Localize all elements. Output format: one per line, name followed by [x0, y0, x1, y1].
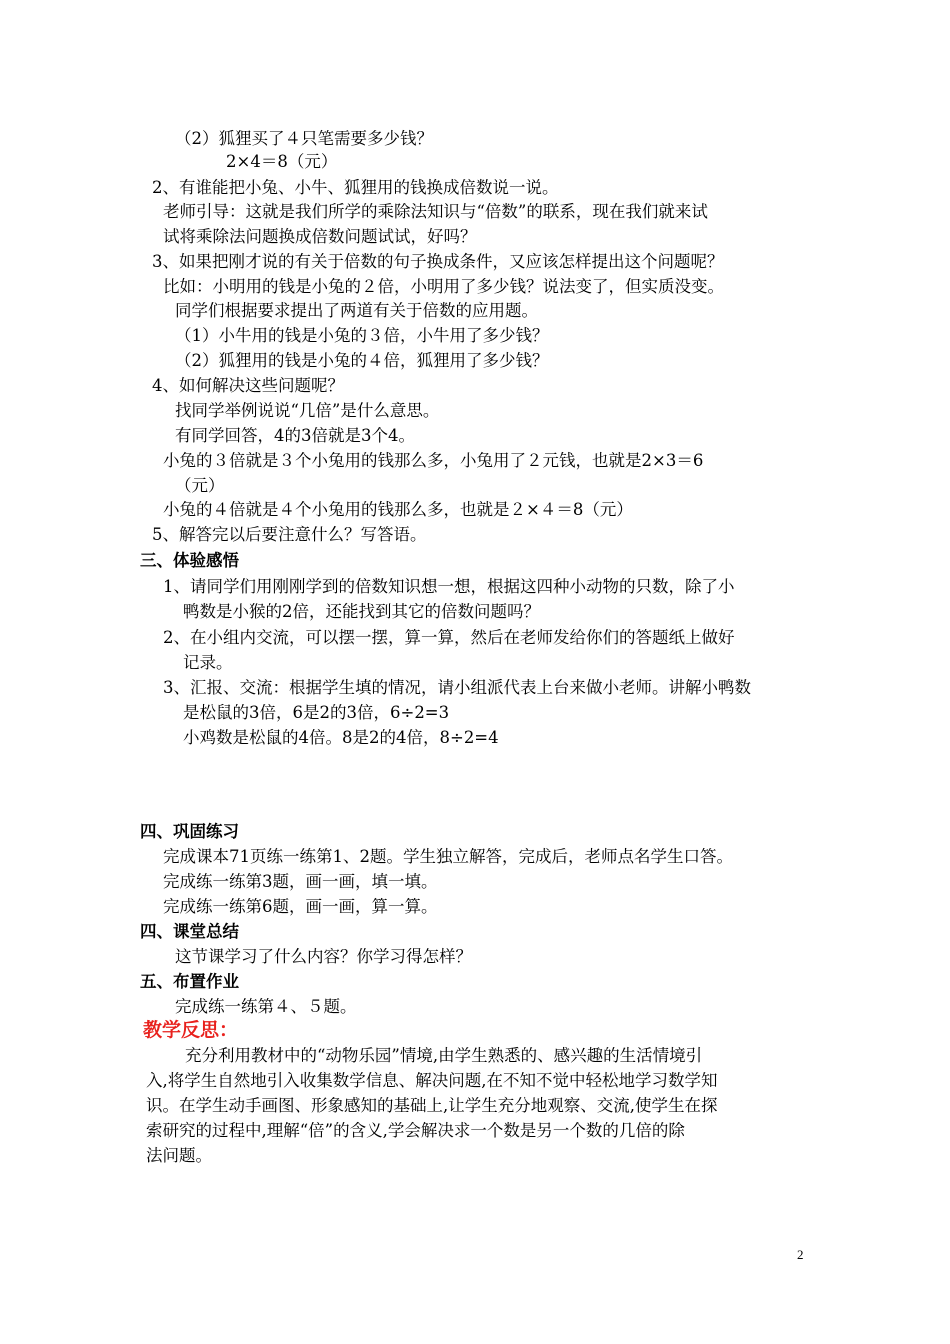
text-line: 识。在学生动手画图、形象感知的基础上,让学生充分地观察、交流,使学生在探	[146, 1096, 718, 1115]
text-line: 试将乘除法问题换成倍数问题试试，好吗？	[163, 227, 477, 246]
text-line: 同学们根据要求提出了两道有关于倍数的应用题。	[175, 301, 538, 320]
text-line: 法问题。	[146, 1146, 212, 1165]
text-line: 有同学回答，4的3倍就是3个4。	[175, 426, 415, 445]
text-line: （2）狐狸买了４只笔需要多少钱？	[175, 129, 433, 148]
text-line: 2×4＝8（元）	[226, 152, 338, 171]
text-line: （1）小牛用的钱是小兔的３倍，小牛用了多少钱？	[175, 326, 549, 345]
section-heading: 三、体验感悟	[140, 551, 239, 570]
text-line: （2）狐狸用的钱是小兔的４倍，狐狸用了多少钱？	[175, 351, 549, 370]
text-line: 充分利用教材中的“动物乐园”情境,由学生熟悉的、感兴趣的生活情境引	[185, 1046, 703, 1065]
reflection-heading: 教学反思：	[143, 1019, 239, 1041]
page-number: 2	[797, 1247, 804, 1262]
text-line: 3、如果把刚才说的有关于倍数的句子换成条件，又应该怎样提出这个问题呢？	[152, 252, 724, 271]
text-line: 2、在小组内交流，可以摆一摆，算一算，然后在老师发给你们的答题纸上做好	[163, 628, 735, 647]
text-line: 记录。	[183, 653, 233, 672]
text-line: 3、汇报、交流：根据学生填的情况，请小组派代表上台来做小老师。讲解小鸭数	[163, 678, 751, 697]
text-line: 完成练一练第４、５题。	[175, 997, 357, 1016]
text-line: 1、请同学们用刚刚学到的倍数知识想一想，根据这四种小动物的只数，除了小	[163, 577, 735, 596]
section-heading: 四、巩固练习	[140, 822, 239, 841]
section-heading: 五、布置作业	[140, 972, 239, 991]
text-line: 完成练一练第6题，画一画，算一算。	[163, 897, 438, 916]
text-line: 索研究的过程中,理解“倍”的含义,学会解决求一个数是另一个数的几倍的除	[146, 1121, 685, 1140]
text-line: 这节课学习了什么内容？你学习得怎样？	[175, 947, 472, 966]
text-line: 2、有谁能把小兔、小牛、狐狸用的钱换成倍数说一说。	[152, 178, 559, 197]
text-line: 4、如何解决这些问题呢？	[152, 376, 344, 395]
text-line: 比如：小明用的钱是小兔的２倍，小明用了多少钱？说法变了，但实质没变。	[163, 277, 724, 296]
text-line: 是松鼠的3倍，6是2的3倍，6÷2=3	[183, 703, 450, 722]
text-line: 找同学举例说说“几倍”是什么意思。	[175, 401, 440, 420]
section-heading: 四、课堂总结	[140, 922, 239, 941]
text-line: 入,将学生自然地引入收集数学信息、解决问题,在不知不觉中轻松地学习数学知	[146, 1071, 718, 1090]
text-line: 5、解答完以后要注意什么？写答语。	[152, 525, 427, 544]
text-line: 老师引导：这就是我们所学的乘除法知识与“倍数”的联系，现在我们就来试	[163, 202, 708, 221]
text-line: 小兔的３倍就是３个小兔用的钱那么多，小兔用了２元钱，也就是2×3＝6	[163, 451, 704, 470]
text-line: 小鸡数是松鼠的4倍。8是2的4倍，8÷2=4	[183, 728, 499, 747]
text-line: 完成练一练第3题，画一画，填一填。	[163, 872, 438, 891]
text-line: 完成课本71页练一练第1、2题。学生独立解答，完成后，老师点名学生口答。	[163, 847, 733, 866]
text-line: （元）	[175, 476, 225, 495]
text-line: 鸭数是小猴的2倍，还能找到其它的倍数问题吗？	[183, 602, 540, 621]
text-line: 小兔的４倍就是４个小兔用的钱那么多，也就是２×４＝8（元）	[163, 500, 633, 519]
